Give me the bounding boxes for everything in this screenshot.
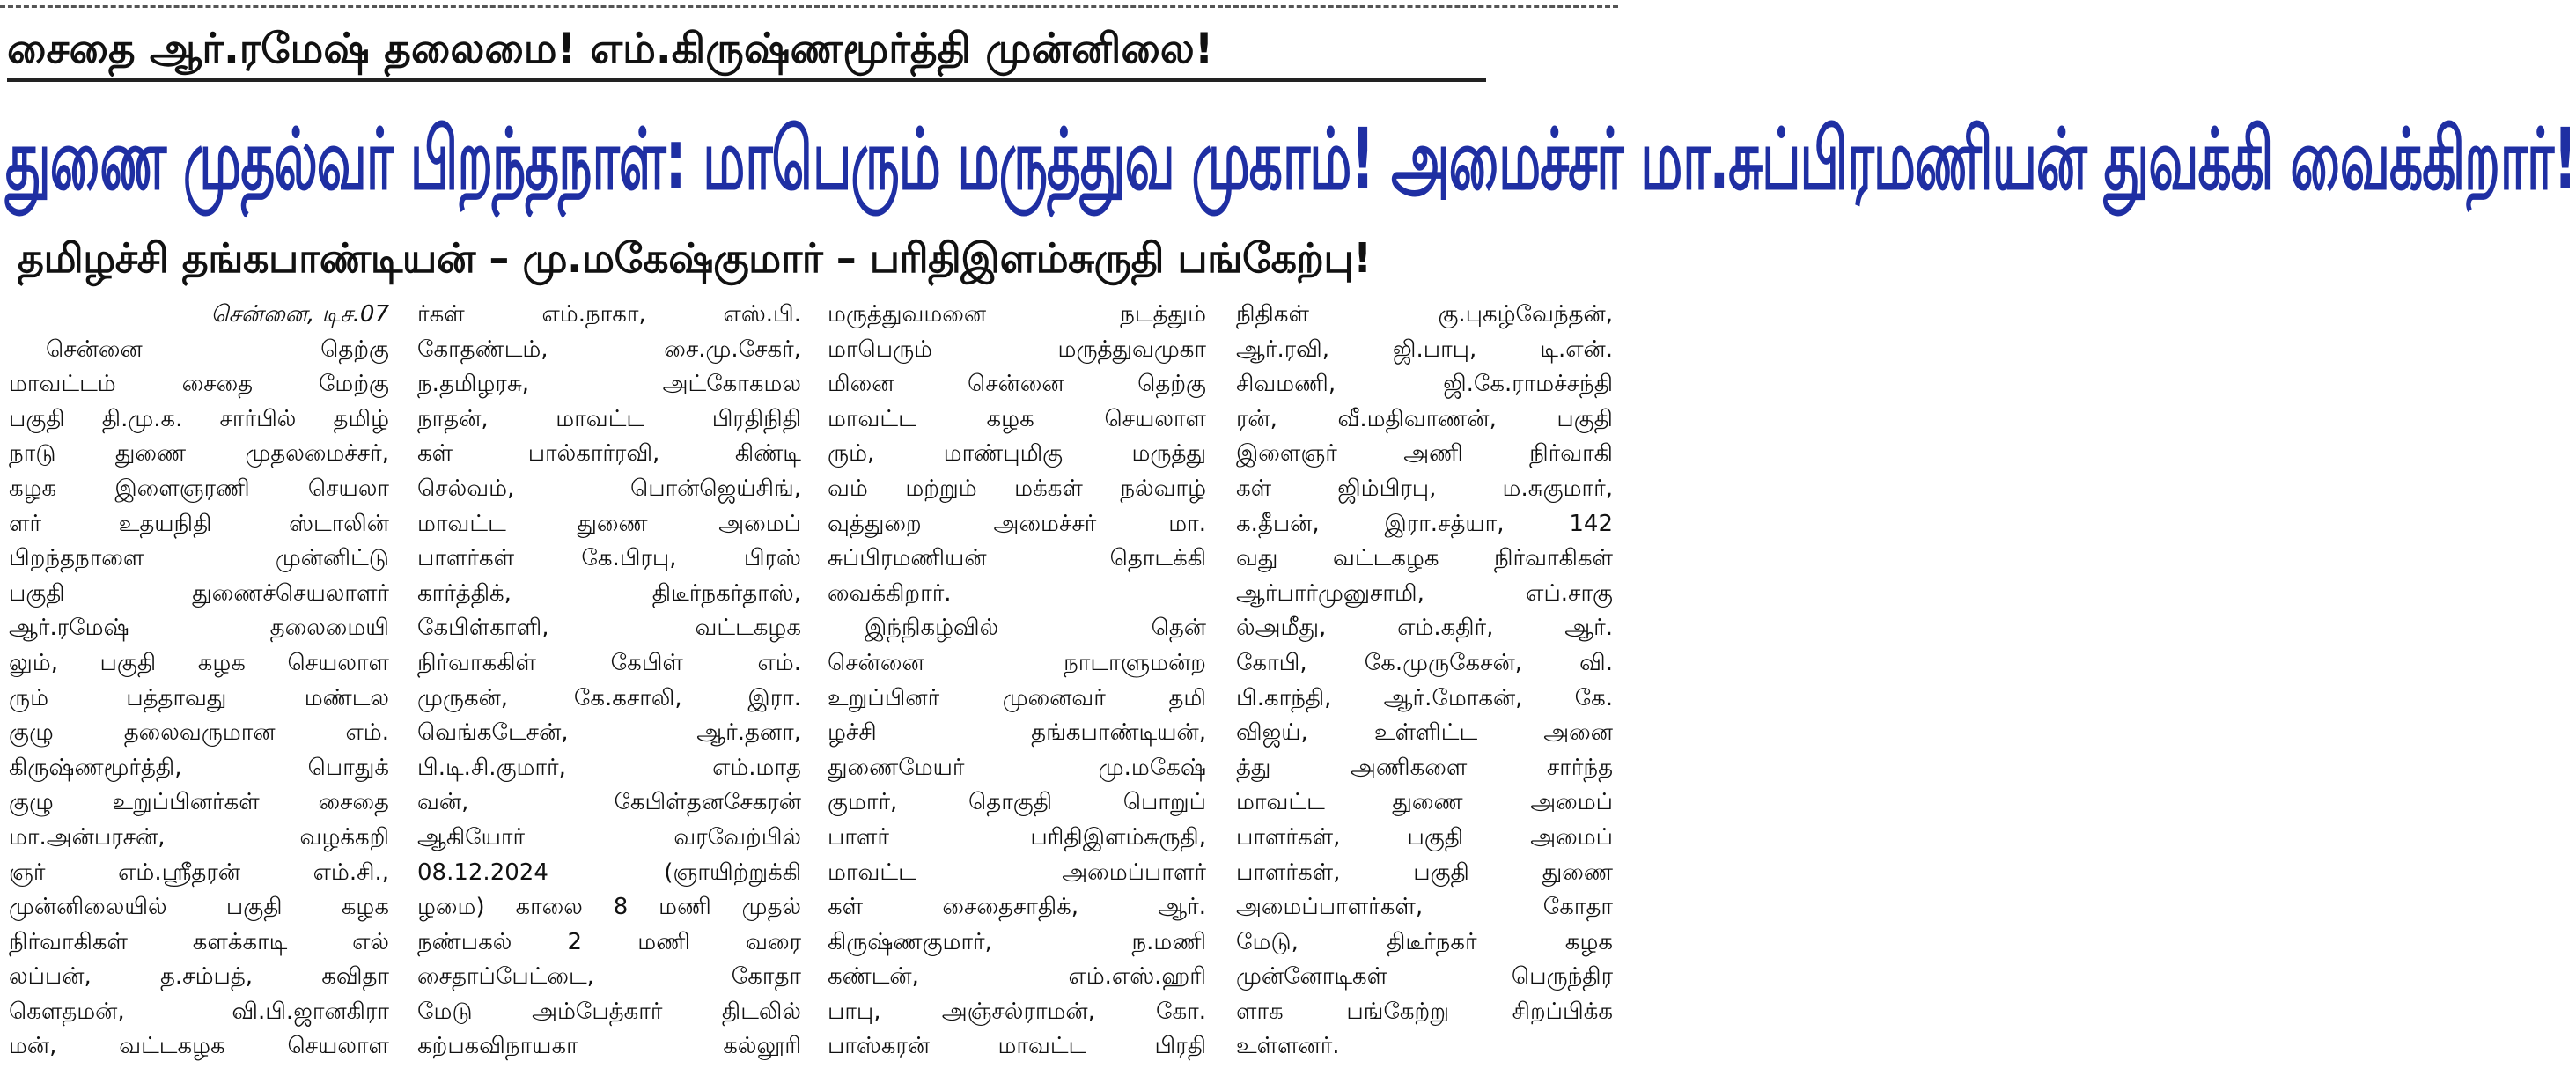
- article-column-2: [417, 298, 801, 1076]
- column-2-line: கள் பால்கார்ரவி, கிண்டி: [417, 440, 801, 468]
- column-2-line: பாளர்கள் கே.பிரபு, பிரஸ்: [417, 545, 801, 572]
- column-4-line: உள்ளனர்.: [1236, 1033, 1340, 1060]
- column-3-line: மருத்துவமனை நடத்தும்: [828, 301, 1206, 328]
- column-1-line: கௌதமன், வி.பி.ஜானகிரா: [9, 998, 389, 1025]
- column-4-line: அமைப்பாளர்கள், கோதா: [1236, 894, 1613, 921]
- column-2-line: ஆகியோர் வரவேற்பில்: [417, 823, 801, 851]
- column-1-line: குழு தலைவருமான எம்.: [9, 719, 389, 747]
- column-2-line: சைதாப்பேட்டை, கோதா: [417, 963, 801, 991]
- column-4-line: மேடு, திடீர்நகர் கழக: [1236, 928, 1613, 955]
- column-3-line: இந்நிகழ்வில் தென்: [865, 615, 1206, 642]
- column-1-line: முன்னிலையில் பகுதி கழக: [9, 894, 389, 921]
- column-3-line: பாளர் பரிதிஇளம்சுருதி,: [828, 823, 1206, 851]
- column-1-line: ரும் பத்தாவது மண்டல: [9, 684, 389, 711]
- column-4-line: மாவட்ட துணை அமைப்: [1236, 789, 1613, 816]
- column-1-line: பகுதி தி.மு.க. சார்பில் தமிழ்: [9, 405, 389, 432]
- column-1-line: நாடு துணை முதலமைச்சர்,: [9, 440, 389, 468]
- column-2-line: நண்பகல் 2 மணி வரை: [417, 928, 801, 955]
- column-4-line: சிவமணி, ஜி.கே.ராமச்சந்தி: [1236, 371, 1613, 398]
- column-4-line: கள் ஜிம்பிரபு, ம.சுகுமார்,: [1236, 475, 1613, 502]
- column-2-line: பி.டி.சி.குமார், எம்.மாத: [417, 754, 801, 781]
- column-1-line: நிர்வாகிகள் களக்காடி எல்: [9, 928, 389, 955]
- column-1-line: மாவட்டம் சைதை மேற்கு: [9, 371, 389, 398]
- column-4-line: பி.காந்தி, ஆர்.மோகன், கே.: [1236, 684, 1613, 711]
- column-1-line: லப்பன், த.சம்பத், கவிதா: [9, 963, 389, 991]
- article-column-3: [828, 298, 1206, 1076]
- column-2-line: நிர்வாககிள் கேபிள் எம்.: [417, 649, 801, 676]
- column-2-line: முருகன், கே.கசாலி, இரா.: [417, 684, 801, 711]
- column-4-line: த்து அணிகளை சார்ந்த: [1236, 754, 1613, 781]
- column-2-line: கேபிள்காளி, வட்டகழக: [417, 615, 801, 642]
- column-3-line: கிருஷ்ணகுமார், ந.மணி: [828, 928, 1206, 955]
- column-3-line: சென்னை நாடாளுமன்ற: [828, 649, 1206, 676]
- column-3-line: வம் மற்றும் மக்கள் நல்வாழ்: [828, 475, 1206, 502]
- column-3-line: பாபு, அஞ்சல்ராமன், கோ.: [828, 998, 1206, 1025]
- column-1-line: கிருஷ்ணமூர்த்தி, பொதுக்: [9, 754, 389, 781]
- kicker-underline: [7, 78, 1486, 82]
- column-1-line: லும், பகுதி கழக செயலாள: [9, 649, 389, 676]
- main-headline: துணை முதல்வர் பிறந்தநாள்: மாபெரும் மருத்துவ முகாம்! அமைச்சர் மா.சுப்பிரமணியன் துவக்கி வைக்கிறார்!: [5, 111, 2576, 210]
- column-3-line: துணைமேயர் மு.மகேஷ்: [828, 754, 1206, 781]
- column-2-line: செல்வம், பொன்ஜெய்சிங்,: [417, 475, 801, 502]
- column-3-line: கண்டன், எம்.எஸ்.ஹரி: [828, 963, 1206, 991]
- column-4-line: விஜய், உள்ளிட்ட அனை: [1236, 719, 1613, 747]
- column-2-line: நாதன், மாவட்ட பிரதிநிதி: [417, 405, 801, 432]
- kicker-headline: சைதை ஆர்.ரமேஷ் தலைமை! எம்.கிருஷ்ணமூர்த்தி முன்னிலை!: [7, 25, 1214, 73]
- column-2-line: ந.தமிழரசு, அட்கோகமல: [417, 371, 801, 398]
- column-4-line: ஆர்பார்முனுசாமி, எப்.சாகு: [1236, 579, 1613, 607]
- column-3-line: பாஸ்கரன் மாவட்ட பிரதி: [828, 1033, 1206, 1060]
- column-2-line: ழமை) காலை 8 மணி முதல்: [417, 894, 801, 921]
- column-2-line: மேடு அம்பேத்கார் திடலில்: [417, 998, 801, 1025]
- column-1-line: பிறந்தநாளை முன்னிட்டு: [9, 545, 389, 572]
- column-2-line: மாவட்ட துணை அமைப்: [417, 510, 801, 537]
- column-3-line: மாபெரும் மருத்துவமுகா: [828, 335, 1206, 363]
- column-4-line: ஆர்.ரவி, ஜி.பாபு, டி.என்.: [1236, 335, 1613, 363]
- column-1-line: கழக இளைஞரணி செயலா: [9, 475, 389, 502]
- column-3-line: மாவட்ட அமைப்பாளர்: [828, 859, 1206, 886]
- top-dashed-border: [0, 5, 1618, 8]
- column-4-line: கோபி, கே.முருகேசன், வி.: [1236, 649, 1613, 676]
- column-1-line: மன், வட்டகழக செயலாள: [9, 1033, 389, 1060]
- column-3-line: உறுப்பினர் முனைவர் தமி: [828, 684, 1206, 711]
- column-4-line: ரன், வீ.மதிவாணன், பகுதி: [1236, 405, 1613, 432]
- column-1-line: சென்னை தெற்கு: [46, 335, 389, 363]
- sub-headline: தமிழச்சி தங்கபாண்டியன் – மு.மகேஷ்குமார் – பரிதிஇளம்சுருதி பங்கேற்பு!: [18, 234, 1372, 282]
- column-2-line: கார்த்திக், திடீர்நகர்தாஸ்,: [417, 579, 801, 607]
- column-3-line: மினை சென்னை தெற்கு: [828, 371, 1206, 398]
- column-1-line: சென்னை, டிச.07: [210, 301, 389, 328]
- column-3-line: வைக்கிறார்.: [828, 579, 952, 607]
- column-3-line: சுப்பிரமணியன் தொடக்கி: [828, 545, 1206, 572]
- column-3-line: வுத்துறை அமைச்சர் மா.: [828, 510, 1206, 537]
- column-4-line: வது வட்டகழக நிர்வாகிகள்: [1236, 545, 1613, 572]
- column-4-line: ளாக பங்கேற்று சிறப்பிக்க: [1236, 998, 1613, 1025]
- column-1-line: மா.அன்பரசன், வழக்கறி: [9, 823, 389, 851]
- column-1-line: பகுதி துணைச்செயலாளர்: [9, 579, 389, 607]
- column-4-line: நிதிகள் கு.புகழ்வேந்தன்,: [1236, 301, 1613, 328]
- column-1-line: ஆர்.ரமேஷ் தலைமையி: [9, 615, 389, 642]
- column-4-line: இளைஞர் அணி நிர்வாகி: [1236, 440, 1613, 468]
- column-4-line: பாளர்கள், பகுதி அமைப்: [1236, 823, 1613, 851]
- column-4-line: ல்அமீது, எம்.கதிர், ஆர்.: [1236, 615, 1613, 642]
- column-4-line: க.தீபன், இரா.சத்யா, 142: [1236, 510, 1613, 537]
- column-3-line: ரும், மாண்புமிகு மருத்து: [828, 440, 1206, 468]
- column-2-line: கற்பகவிநாயகா கல்லூரி: [417, 1033, 801, 1060]
- column-3-line: மாவட்ட கழக செயலாள: [828, 405, 1206, 432]
- column-2-line: வெங்கடேசன், ஆர்.தனா,: [417, 719, 801, 747]
- article-body: [0, 298, 1618, 1076]
- column-3-line: ழச்சி தங்கபாண்டியன்,: [828, 719, 1206, 747]
- column-2-line: 08.12.2024 (ஞாயிற்றுக்கி: [417, 859, 801, 886]
- column-4-line: முன்னோடிகள் பெருந்திர: [1236, 963, 1613, 991]
- column-4-line: பாளர்கள், பகுதி துணை: [1236, 859, 1613, 886]
- column-1-line: ஞர் எம்.ஸ்ரீதரன் எம்.சி.,: [9, 859, 389, 886]
- column-3-line: குமார், தொகுதி பொறுப்: [828, 789, 1206, 816]
- column-1-line: ளர் உதயநிதி ஸ்டாலின்: [9, 510, 389, 537]
- column-1-line: குழு உறுப்பினர்கள் சைதை: [9, 789, 389, 816]
- column-2-line: ர்கள் எம்.நாகா, எஸ்.பி.: [417, 301, 801, 328]
- article-column-1: [9, 298, 389, 1076]
- article-column-4: [1236, 298, 1613, 1076]
- column-2-line: வன், கேபிள்தனசேகரன்: [417, 789, 801, 816]
- column-3-line: கள் சைதைசாதிக், ஆர்.: [828, 894, 1206, 921]
- column-2-line: கோதண்டம், சை.மு.சேகர்,: [417, 335, 801, 363]
